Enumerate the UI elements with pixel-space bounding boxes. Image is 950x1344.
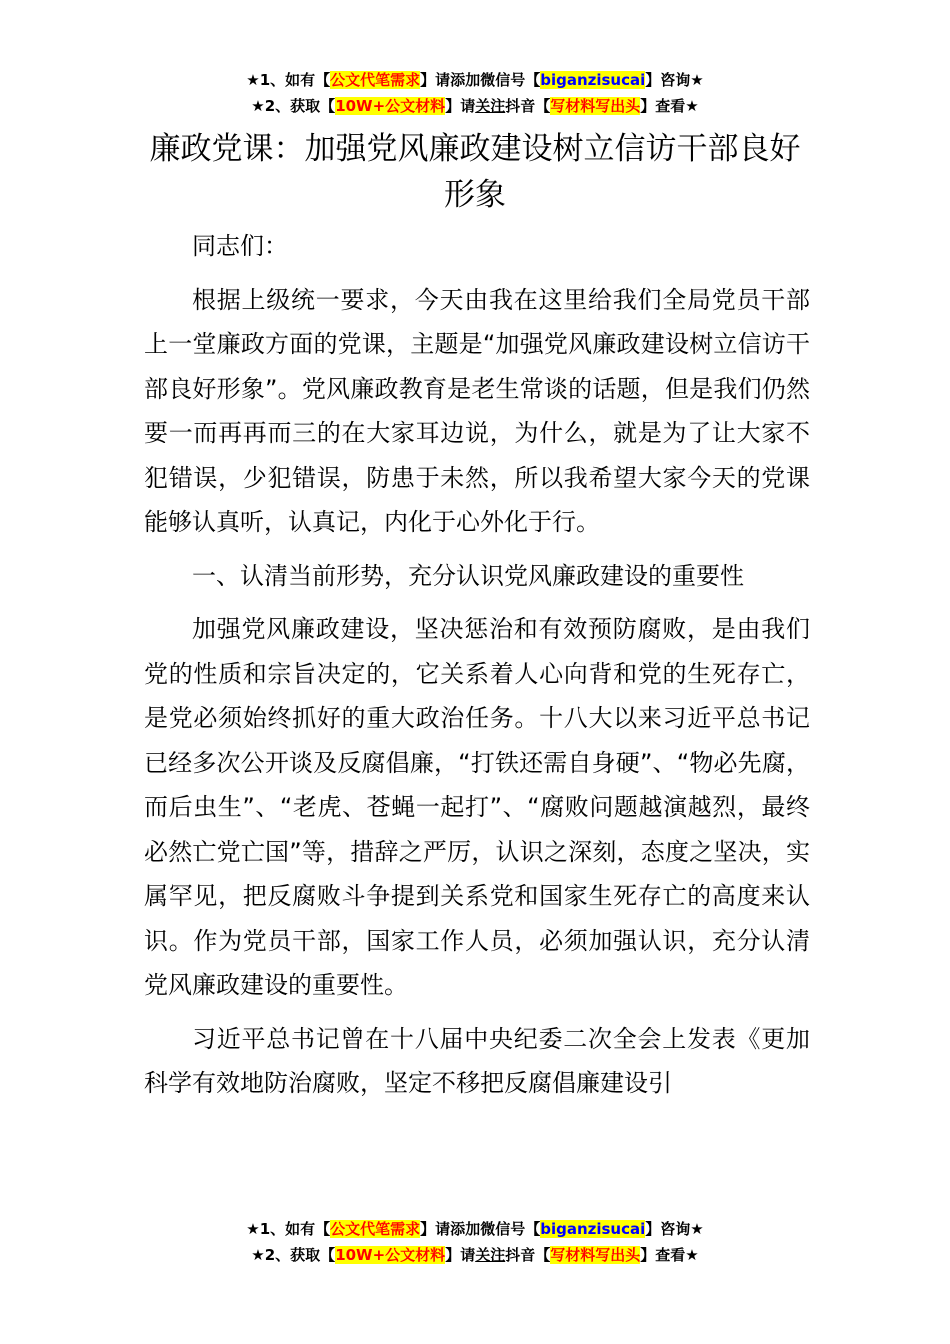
banner-line-1 xyxy=(0,69,950,95)
footer-ghostwriting-service-tag: 公文代笔需求 xyxy=(330,1220,421,1238)
header-banner xyxy=(0,69,950,121)
footer-line-1-middle: 】请添 xyxy=(420,1220,466,1238)
paragraph-importance: 加强党风廉政建设，坚决惩治和有效预防腐败，是由我们党的性质和宗旨决定的，它关系着人心向背和党的生死存亡，是党必须始终抓好的重大政治任务。十八大以来习近平总书记已经多次公开谈及反腐倡廉，“打铁还需自身硬”、“物必先腐，而后虫生”、“老虎、苍蝇一起打”、“腐败问题越演越烈，最终必然亡党亡国”等，措辞之严厉，认识之深刻，态度之坚决，实属罕见，把反腐败斗争提到关系党和国家生死存亡的高度来认识。作为党员干部，国家工作人员，必须加强认识，充分认清党风廉政建设的重要性。 xyxy=(144,615,810,999)
paragraph-speech: 习近平总书记曾在十八届中央纪委二次全会上发表《更加科学有效地防治腐败，坚定不移把反腐倡廉建设引 xyxy=(144,1024,810,1097)
paragraph-intro: 根据上级统一要求，今天由我在这里给我们全局党员干部上一堂廉政方面的党课，主题是“加强党风廉政建设树立信访干部良好形象”。党风廉政教育是老生常谈的话题，但是我们仍然要一而再再而三的在大家耳边说，为什么，就是为了让大家不犯错误，少犯错误，防患于未然，所以我希望大家今天的党课能够认真听，认真记，内化于心外化于行。 xyxy=(144,285,810,536)
banner-line-1-prefix: ★1、如有【 xyxy=(246,71,331,89)
footer-line-2-prefix: ★2、获取【 xyxy=(251,1246,336,1264)
banner-line-2 xyxy=(0,95,950,121)
banner-line-2-middle-2: 抖音【 xyxy=(505,97,551,115)
footer-line-2-middle-2: 抖音【 xyxy=(505,1246,551,1264)
salutation: 同志们： xyxy=(192,232,288,260)
document-title: 廉政党课：加强党风廉政建设树立信访干部良好形象 xyxy=(149,131,801,213)
footer-line-1-suffix: 】咨询★ xyxy=(645,1220,704,1238)
footer-follow-word: 关注 xyxy=(475,1246,506,1264)
footer-line-2-middle: 】请 xyxy=(445,1246,476,1264)
footer-banner xyxy=(0,1218,950,1270)
footer-line-2-suffix: 】查看★ xyxy=(640,1246,699,1264)
document-body xyxy=(144,224,810,1106)
footer-materials-offer-tag: 10W+公文材料 xyxy=(335,1246,446,1264)
banner-line-1-middle: 】请添 xyxy=(420,71,466,89)
footer-line-1-middle-2: 微信号【 xyxy=(480,1220,541,1238)
ghostwriting-service-tag: 公文代笔需求 xyxy=(330,71,421,89)
footer-banner-line-1 xyxy=(0,1218,950,1244)
banner-line-2-middle: 】请 xyxy=(445,97,476,115)
materials-offer-tag: 10W+公文材料 xyxy=(335,97,446,115)
banner-line-1-middle-2: 微信号【 xyxy=(480,71,541,89)
section-heading-1: 一、认清当前形势，充分认识党风廉政建设的重要性 xyxy=(192,561,744,590)
footer-douyin-account-tag[interactable]: 写材料写出头 xyxy=(550,1246,641,1264)
banner-line-2-suffix: 】查看★ xyxy=(640,97,699,115)
footer-line-1-bold: 加 xyxy=(465,1220,481,1238)
douyin-account-tag[interactable]: 写材料写出头 xyxy=(550,97,641,115)
footer-banner-line-2 xyxy=(0,1244,950,1270)
banner-line-1-bold: 加 xyxy=(465,71,481,89)
footer-wechat-id-tag[interactable]: biganzisucai xyxy=(540,1220,646,1238)
footer-line-1-prefix: ★1、如有【 xyxy=(246,1220,331,1238)
wechat-id-tag[interactable]: biganzisucai xyxy=(540,71,646,89)
follow-word: 关注 xyxy=(475,97,506,115)
banner-line-1-suffix: 】咨询★ xyxy=(645,71,704,89)
banner-line-2-prefix: ★2、获取【 xyxy=(251,97,336,115)
